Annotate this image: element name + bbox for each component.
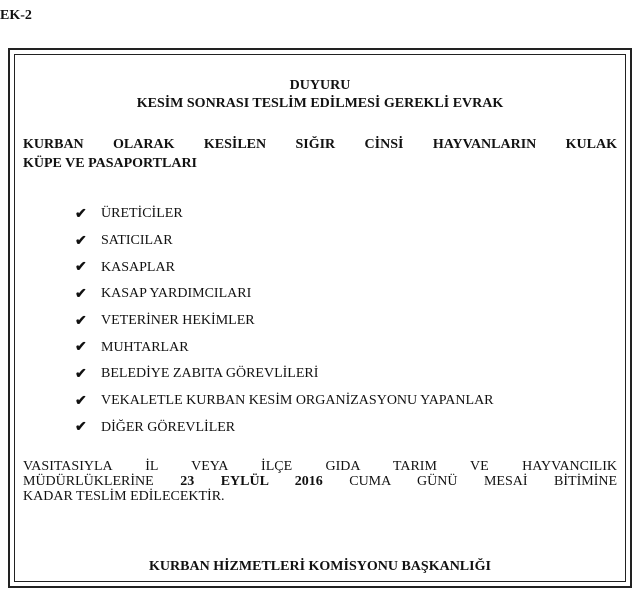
list-item: ✔ BELEDİYE ZABITA GÖREVLİLERİ (75, 366, 319, 382)
list-item: ✔ ÜRETİCİLER (75, 206, 183, 222)
check-icon: ✔ (75, 233, 87, 249)
check-icon: ✔ (75, 420, 87, 436)
check-icon: ✔ (75, 286, 87, 302)
list-item: ✔ DİĞER GÖREVLİLER (75, 419, 236, 436)
check-icon: ✔ (75, 206, 87, 222)
notice-inner-frame (14, 54, 626, 582)
notice-title: DUYURU (289, 78, 351, 93)
subject-line-2: KÜPE VE PASAPORTLARI (23, 156, 198, 171)
deadline-paragraph (23, 459, 617, 504)
para-line-3: KADAR TESLİM EDİLECEKTİR. (23, 489, 225, 504)
annex-label: EK-2 (0, 8, 32, 23)
list-item: ✔ VEKALETLE KURBAN KESİM ORGANİZASYONU YAPANLAR (75, 393, 494, 409)
list-item: ✔ MUHTARLAR (75, 339, 189, 356)
deadline-date: 23 EYLÜL 2016 (180, 474, 323, 489)
check-icon: ✔ (75, 340, 87, 356)
list-item: ✔ KASAPLAR (75, 259, 175, 276)
responsible-list (75, 201, 494, 441)
notice-subject (23, 135, 617, 173)
check-icon: ✔ (75, 366, 87, 382)
list-item: ✔ VETERİNER HEKİMLER (75, 313, 255, 329)
list-item: ✔ SATICILAR (75, 233, 173, 249)
check-icon: ✔ (75, 313, 87, 329)
subject-line-1: KURBAN OLARAK KESİLEN SIĞIR CİNSİ HAYVANLARIN KULAK (23, 137, 617, 152)
check-icon: ✔ (75, 393, 87, 409)
para-line-1: VASITASIYLA İL VEYA İLÇE GIDA TARIM VE HAYVANCILIK (23, 459, 617, 474)
notice-frame (8, 48, 632, 588)
para-line-2: MÜDÜRLÜKLERİNE 23 EYLÜL 2016 CUMA GÜNÜ MESAİ BİTİMİNE (23, 474, 618, 489)
notice-subtitle: KESİM SONRASI TESLİM EDİLMESİ GEREKLİ EVRAK (136, 96, 504, 111)
check-icon: ✔ (75, 260, 87, 276)
signature-authority: KURBAN HİZMETLERİ KOMİSYONU BAŞKANLIĞI (149, 559, 491, 574)
list-item: ✔ KASAP YARDIMCILARI (75, 286, 252, 302)
